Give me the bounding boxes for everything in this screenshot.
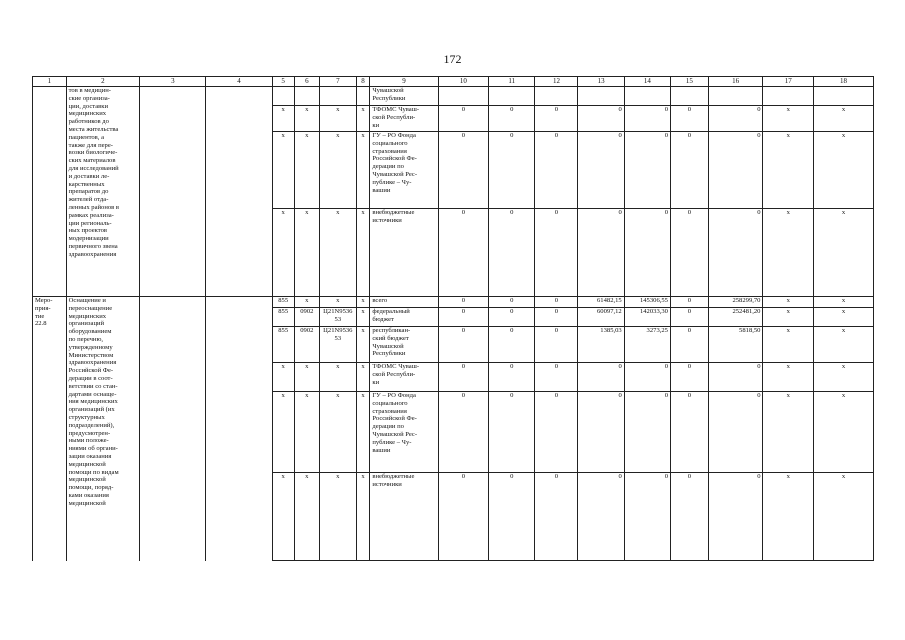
value-c13: 1385,03	[578, 327, 624, 363]
column-header-5: 5	[272, 77, 294, 87]
column-header-6: 6	[294, 77, 319, 87]
expense-type: x	[356, 363, 370, 392]
activity-description-line: ленных районов в	[68, 203, 120, 211]
activity-description-line: предусмотрен-	[68, 429, 111, 437]
activity-description-line: Российской Фе-	[68, 367, 114, 375]
value-c10: 0	[438, 327, 488, 363]
value-c10: 0	[438, 392, 488, 473]
activity-description-line: работников до	[68, 118, 109, 126]
column-header-1: 1	[33, 77, 67, 87]
activity-description-line: ными положе-	[68, 437, 109, 445]
value-c16: 252481,20	[708, 308, 763, 327]
funding-source-line: вашии	[372, 186, 391, 194]
funding-source	[370, 297, 438, 308]
activity-description-line: подразделений),	[68, 421, 115, 429]
table-row	[33, 297, 874, 308]
value-c14: 0	[624, 473, 670, 561]
value-c18	[813, 87, 873, 106]
column-header-9: 9	[370, 77, 438, 87]
activity-description-line: оборудованием	[68, 328, 112, 336]
value-c11: 0	[489, 209, 535, 297]
table-row	[33, 87, 874, 106]
value-c12: 0	[535, 209, 578, 297]
target-article	[319, 87, 356, 106]
funding-source-line: публике – Чу-	[372, 438, 412, 446]
funding-source-line: вашии	[372, 446, 391, 454]
funding-source-line: ки	[372, 121, 380, 129]
page-number: 172	[443, 52, 462, 66]
funding-source-line: страхования	[372, 147, 407, 155]
expense-type: x	[356, 392, 370, 473]
budget-code: x	[272, 209, 294, 297]
activity-description-line: тов в медицин-	[68, 87, 111, 94]
value-c12	[535, 87, 578, 106]
funding-source-line: ГУ – РО Фонда	[372, 132, 416, 139]
value-c17: x	[763, 297, 813, 308]
activity-description-line: ских материалов	[68, 157, 116, 165]
value-c11: 0	[489, 132, 535, 209]
funding-source-line: внебюджетные	[372, 473, 415, 480]
funding-source	[370, 308, 438, 327]
target-article: x	[319, 297, 356, 308]
column-header-11: 11	[489, 77, 535, 87]
column-header-7: 7	[319, 77, 356, 87]
value-c10: 0	[438, 473, 488, 561]
activity-description-line: места жительства	[68, 125, 119, 133]
value-c14	[624, 87, 670, 106]
funding-source	[370, 132, 438, 209]
section-code: 0902	[294, 327, 319, 363]
activity-description-line: ции региональ-	[68, 219, 112, 227]
value-c10: 0	[438, 209, 488, 297]
expense-type: x	[356, 308, 370, 327]
value-c11: 0	[489, 363, 535, 392]
value-c16: 0	[708, 209, 763, 297]
value-c18: x	[813, 327, 873, 363]
activity-description-line: медицинских	[68, 312, 107, 320]
target-article: x	[319, 363, 356, 392]
value-c18: x	[813, 106, 873, 132]
funding-source-line: страхования	[372, 407, 407, 415]
funding-source-line: Республики	[372, 350, 406, 358]
activity-number-line: Меро-	[35, 297, 53, 304]
funding-source	[370, 209, 438, 297]
column-header-10: 10	[438, 77, 488, 87]
activity-description-line: карственных	[68, 180, 105, 188]
column-header-16: 16	[708, 77, 763, 87]
value-c17: x	[763, 209, 813, 297]
budget-code: 855	[272, 297, 294, 308]
value-c15: 0	[670, 473, 708, 561]
value-c14: 3273,25	[624, 327, 670, 363]
value-c16: 0	[708, 106, 763, 132]
funding-source-line: ТФОМС Чуваш-	[372, 106, 420, 113]
activity-description-line: также для пере-	[68, 141, 113, 149]
target-article: x	[319, 132, 356, 209]
funding-source-line: Чувашской Рес-	[372, 170, 418, 178]
activity-description-line: ветствии со стан-	[68, 382, 118, 390]
target-article: x	[319, 392, 356, 473]
co-executor	[206, 87, 272, 297]
activity-description-line: ские организа-	[68, 94, 110, 102]
funding-source-line: ки	[372, 378, 380, 386]
budget-code: x	[272, 132, 294, 209]
activity-description-line: для исследований	[68, 164, 119, 172]
value-c13: 0	[578, 132, 624, 209]
value-c14: 0	[624, 106, 670, 132]
value-c14: 0	[624, 209, 670, 297]
value-c16: 0	[708, 392, 763, 473]
value-c10	[438, 87, 488, 106]
value-c13: 0	[578, 392, 624, 473]
section-code: x	[294, 297, 319, 308]
value-c14: 0	[624, 392, 670, 473]
funding-source-line: ГУ – РО Фонда	[372, 392, 416, 399]
expense-type: x	[356, 132, 370, 209]
value-c13: 0	[578, 209, 624, 297]
value-c15: 0	[670, 106, 708, 132]
value-c16: 0	[708, 132, 763, 209]
funding-source-line: ской Республи-	[372, 113, 416, 121]
activity-description-line: дартами оснаще-	[68, 390, 117, 398]
target-article: Ц21N9536 53	[319, 327, 356, 363]
column-header-4: 4	[206, 77, 272, 87]
activity-description-line: медицинской	[68, 476, 106, 484]
value-c11	[489, 87, 535, 106]
funding-source	[370, 87, 438, 106]
responsible-executor	[140, 87, 206, 297]
column-header-3: 3	[140, 77, 206, 87]
value-c15: 0	[670, 363, 708, 392]
value-c14: 142033,30	[624, 308, 670, 327]
activity-description-line: Оснащение и	[68, 297, 106, 304]
value-c17: x	[763, 132, 813, 209]
value-c10: 0	[438, 297, 488, 308]
value-c17: x	[763, 308, 813, 327]
value-c13: 61482,15	[578, 297, 624, 308]
value-c17	[763, 87, 813, 106]
budget-code: 855	[272, 327, 294, 363]
expense-type: x	[356, 473, 370, 561]
value-c16: 5818,50	[708, 327, 763, 363]
column-number-row	[33, 77, 874, 87]
activity-description	[66, 87, 140, 297]
section-code: 0902	[294, 308, 319, 327]
value-c16: 258299,70	[708, 297, 763, 308]
value-c13: 60097,12	[578, 308, 624, 327]
activity-description-line: переоснащение	[68, 304, 113, 312]
funding-source	[370, 106, 438, 132]
column-header-13: 13	[578, 77, 624, 87]
value-c18: x	[813, 132, 873, 209]
funding-source-line: публике – Чу-	[372, 178, 412, 186]
value-c18: x	[813, 209, 873, 297]
funding-source-line: Республики	[372, 94, 406, 102]
value-c15: 0	[670, 132, 708, 209]
funding-source-line: Российской Фе-	[372, 155, 417, 163]
activity-description-line: утвержденному	[68, 343, 113, 351]
value-c17: x	[763, 473, 813, 561]
funding-source-line: Чувашской	[372, 342, 404, 350]
budget-code	[272, 87, 294, 106]
column-header-12: 12	[535, 77, 578, 87]
activity-description-line: рамках реализа-	[68, 211, 114, 219]
funding-source-line: федеральный	[372, 308, 410, 315]
budget-table	[32, 76, 874, 561]
activity-description-line: по перечню,	[68, 335, 104, 343]
budget-code: x	[272, 363, 294, 392]
value-c11: 0	[489, 297, 535, 308]
activity-description	[66, 297, 140, 561]
activity-description-line: Министерством	[68, 351, 114, 359]
value-c15: 0	[670, 297, 708, 308]
value-c12: 0	[535, 132, 578, 209]
activity-description-line: ния медицинских	[68, 398, 118, 406]
value-c16	[708, 87, 763, 106]
value-c16: 0	[708, 473, 763, 561]
value-c18: x	[813, 392, 873, 473]
activity-number-line: 22.8	[35, 320, 47, 328]
funding-source-line: бюджет	[372, 315, 394, 323]
value-c13: 0	[578, 106, 624, 132]
expense-type: x	[356, 327, 370, 363]
value-c18: x	[813, 297, 873, 308]
section-code	[294, 87, 319, 106]
value-c17: x	[763, 106, 813, 132]
column-header-8: 8	[356, 77, 370, 87]
funding-source-line: источники	[372, 216, 402, 224]
activity-description-line: медицинской	[68, 460, 106, 468]
activity-description-line: зации оказания	[68, 452, 112, 460]
column-header-17: 17	[763, 77, 813, 87]
activity-description-line: первичного звена	[68, 242, 118, 250]
activity-description-line: дерации в соот-	[68, 374, 113, 382]
activity-number	[33, 297, 67, 561]
activity-description-line: организаций (их	[68, 406, 115, 414]
target-article: Ц21N9536 53	[319, 308, 356, 327]
activity-number	[33, 87, 67, 297]
value-c12: 0	[535, 297, 578, 308]
funding-source-line: ский бюджет	[372, 334, 409, 342]
funding-source	[370, 392, 438, 473]
value-c12: 0	[535, 106, 578, 132]
funding-source	[370, 363, 438, 392]
funding-source-line: социального	[372, 139, 408, 147]
section-code: x	[294, 209, 319, 297]
activity-description-line: медицинских	[68, 110, 107, 118]
value-c13	[578, 87, 624, 106]
co-executor	[206, 297, 272, 561]
column-header-14: 14	[624, 77, 670, 87]
value-c13: 0	[578, 473, 624, 561]
activity-description-line: жителей отда-	[68, 196, 109, 204]
column-header-2: 2	[66, 77, 140, 87]
target-article: x	[319, 473, 356, 561]
funding-source	[370, 327, 438, 363]
target-article: x	[319, 106, 356, 132]
funding-source-line: ТФОМС Чуваш-	[372, 363, 420, 370]
activity-description-line: препаратов до	[68, 188, 109, 196]
funding-source	[370, 473, 438, 561]
value-c13: 0	[578, 363, 624, 392]
value-c10: 0	[438, 308, 488, 327]
value-c15: 0	[670, 392, 708, 473]
funding-source-line: Российской Фе-	[372, 415, 417, 423]
section-code: x	[294, 106, 319, 132]
activity-description-line: помощи по видам	[68, 468, 119, 476]
section-code: x	[294, 392, 319, 473]
funding-source-line: дерации по	[372, 423, 404, 431]
budget-code: 855	[272, 308, 294, 327]
activity-description-line: возки биологиче-	[68, 149, 118, 157]
expense-type	[356, 87, 370, 106]
value-c12: 0	[535, 473, 578, 561]
target-article: x	[319, 209, 356, 297]
value-c11: 0	[489, 473, 535, 561]
activity-number-line: прия-	[35, 304, 51, 312]
activity-description-line: пациентов, а	[68, 133, 105, 141]
budget-code: x	[272, 392, 294, 473]
funding-source-line: ской Республи-	[372, 370, 416, 378]
expense-type: x	[356, 106, 370, 132]
funding-source-line: внебюджетные	[372, 209, 415, 216]
value-c11: 0	[489, 106, 535, 132]
value-c15: 0	[670, 327, 708, 363]
value-c17: x	[763, 327, 813, 363]
value-c10: 0	[438, 132, 488, 209]
activity-description-line: и доставки ле-	[68, 172, 110, 180]
column-header-15: 15	[670, 77, 708, 87]
value-c12: 0	[535, 363, 578, 392]
value-c11: 0	[489, 308, 535, 327]
value-c10: 0	[438, 106, 488, 132]
value-c14: 0	[624, 132, 670, 209]
responsible-executor	[140, 297, 206, 561]
activity-description-line: организаций	[68, 320, 105, 328]
funding-source-line: дерации по	[372, 163, 404, 171]
activity-description-line: медицинской	[68, 499, 106, 507]
funding-source-line: Чувашской	[372, 87, 404, 94]
column-header-18: 18	[813, 77, 873, 87]
value-c10: 0	[438, 363, 488, 392]
value-c11: 0	[489, 327, 535, 363]
activity-description-line: здравоохранения	[68, 250, 117, 258]
expense-type: x	[356, 297, 370, 308]
activity-description-line: здравоохранения	[68, 359, 117, 367]
value-c17: x	[763, 363, 813, 392]
funding-source-line: источники	[372, 480, 402, 488]
activity-description-line: ниями об органи-	[68, 445, 118, 453]
value-c15: 0	[670, 308, 708, 327]
value-c12: 0	[535, 308, 578, 327]
value-c18: x	[813, 363, 873, 392]
value-c15	[670, 87, 708, 106]
budget-code: x	[272, 106, 294, 132]
value-c12: 0	[535, 392, 578, 473]
activity-description-line: ных проектов	[68, 227, 107, 235]
activity-description-line: помощи, поряд-	[68, 484, 114, 492]
activity-description-line: ками оказания	[68, 491, 109, 499]
activity-description-line: структурных	[68, 413, 105, 421]
activity-description-line: модернизации	[68, 235, 109, 243]
value-c15: 0	[670, 209, 708, 297]
value-c16: 0	[708, 363, 763, 392]
activity-number-line: тие	[35, 312, 45, 320]
section-code: x	[294, 132, 319, 209]
section-code: x	[294, 363, 319, 392]
funding-source-line: Чувашской Рес-	[372, 430, 418, 438]
budget-code: x	[272, 473, 294, 561]
value-c18: x	[813, 308, 873, 327]
value-c14: 145306,55	[624, 297, 670, 308]
activity-description-line: ции, доставки	[68, 102, 108, 110]
value-c17: x	[763, 392, 813, 473]
funding-source-line: республикан-	[372, 327, 411, 334]
expense-type: x	[356, 209, 370, 297]
value-c11: 0	[489, 392, 535, 473]
funding-source-line: всего	[372, 297, 388, 304]
value-c12: 0	[535, 327, 578, 363]
section-code: x	[294, 473, 319, 561]
value-c18: x	[813, 473, 873, 561]
value-c14: 0	[624, 363, 670, 392]
funding-source-line: социального	[372, 399, 408, 407]
